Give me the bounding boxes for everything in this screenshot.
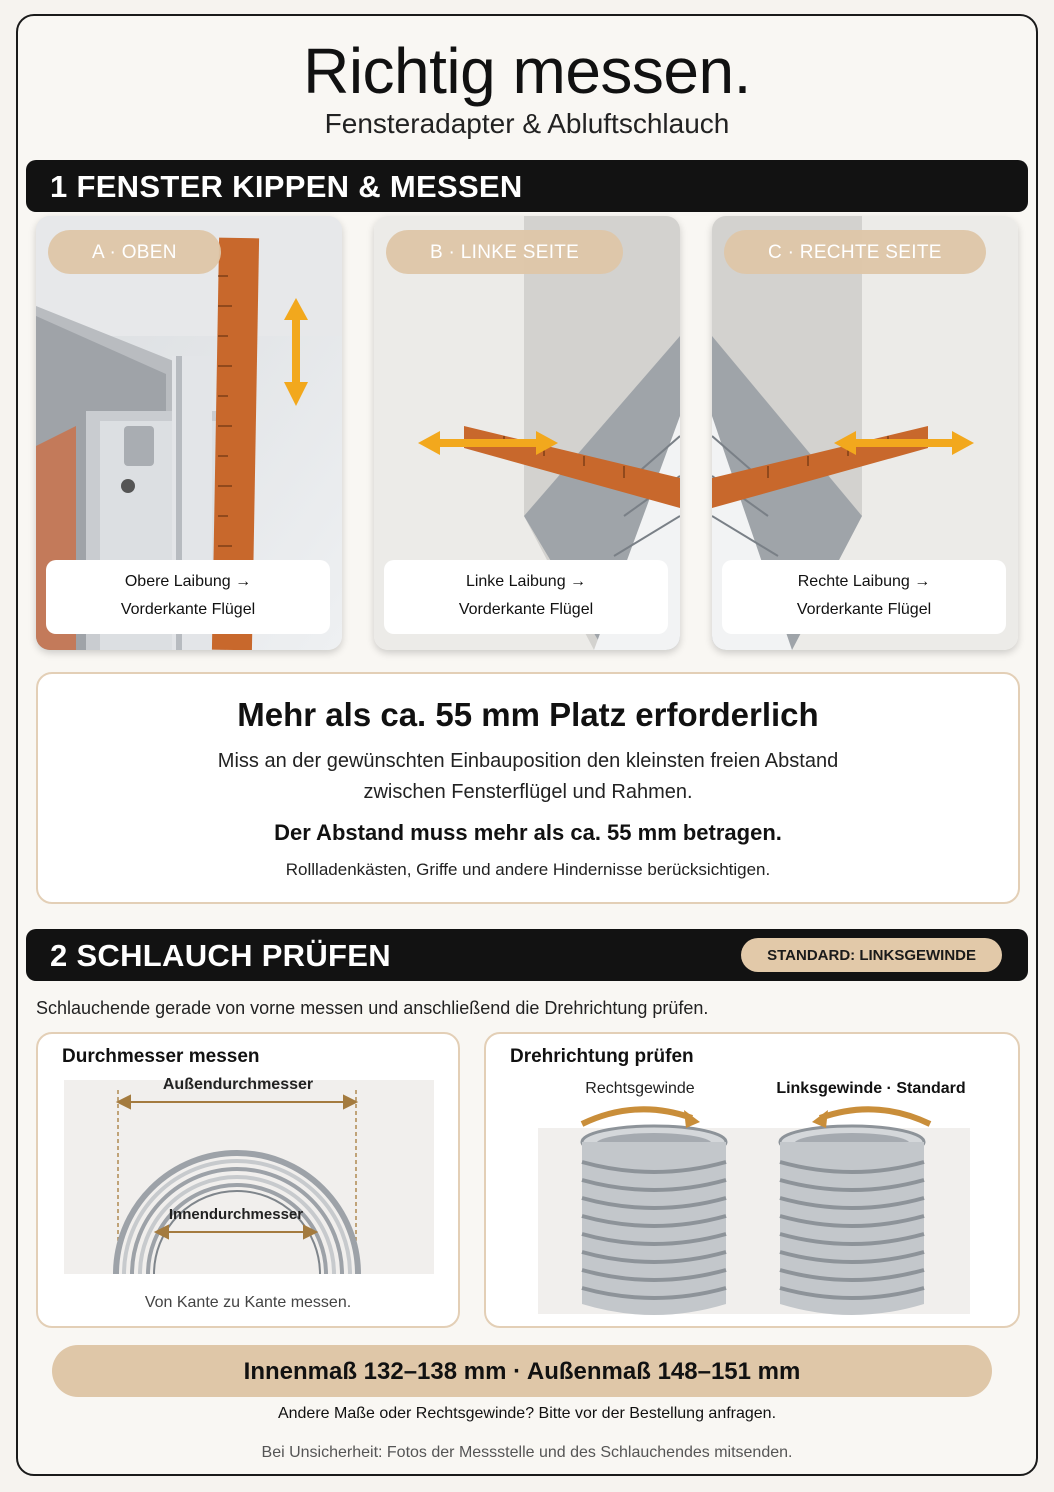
card-b-caption-line2: Vorderkante Flügel (458, 601, 594, 618)
photo-note: Bei Unsicherheit: Fotos der Messstelle und des Schlauchendes mitsenden. (261, 1444, 793, 1461)
inquiry-note: Andere Maße oder Rechtsgewinde? Bitte vor der Bestellung anfragen. (277, 1405, 777, 1422)
section1-header (26, 160, 1028, 212)
clearance-text-line1: Miss an der gewünschten Einbauposition den kleinsten freien Abstand (217, 750, 839, 772)
photo-card-top (36, 216, 342, 650)
card-b-tag: B · LINKE SEITE (386, 230, 623, 274)
clearance-heading: Mehr als ca. 55 mm Platz erforderlich (237, 696, 819, 733)
left-thread-hose (780, 1109, 930, 1315)
clearance-text-line2: zwischen Fensterflügel und Rahmen. (363, 781, 693, 803)
card-a-caption-line2: Vorderkante Flügel (120, 601, 256, 618)
card-c-caption (722, 560, 1006, 634)
section1-title: 1 FENSTER KIPPEN & MESSEN (50, 169, 523, 204)
clearance-requirement: Der Abstand muss mehr als ca. 55 mm betragen. (274, 820, 782, 845)
dimensions-summary: Innenmaß 132–138 mm · Außenmaß 148–151 mm (52, 1345, 992, 1397)
diameter-heading: Durchmesser messen (62, 1046, 260, 1067)
clearance-info-box (36, 672, 1020, 904)
card-b-caption (384, 560, 668, 634)
card-c-caption-line1: Rechte Laibung → (797, 573, 931, 590)
standard-thread-badge: STANDARD: LINKSGEWINDE (741, 938, 1002, 972)
card-c-tag: C · RECHTE SEITE (724, 230, 986, 274)
diameter-footer: Von Kante zu Kante messen. (144, 1294, 352, 1311)
left-thread-label: Linksgewinde · Standard (776, 1080, 966, 1097)
card-a-caption (46, 560, 330, 634)
inner-diameter-label: Innendurchmesser (168, 1206, 304, 1223)
right-thread-label: Rechtsgewinde (585, 1080, 695, 1097)
photo-card-right (712, 216, 1018, 650)
right-thread-hose (582, 1109, 726, 1315)
hose-thread-illustration (486, 1034, 1022, 1330)
photo-card-left (374, 216, 680, 650)
thread-direction-panel (484, 1032, 1020, 1328)
card-b-caption-line1: Linke Laibung → (465, 573, 587, 590)
card-a-tag: A · OBEN (48, 230, 221, 274)
page-subtitle: Fensteradapter & Abluftschlauch (324, 108, 730, 139)
thread-heading: Drehrichtung prüfen (510, 1046, 694, 1067)
section2-intro: Schlauchende gerade von vorne messen und anschließend die Drehrichtung prüfen. (36, 998, 709, 1018)
page-title: Richtig messen. (303, 35, 751, 107)
clearance-note: Rollladenkästen, Griffe und andere Hindernisse berücksichtigen. (285, 860, 771, 879)
outer-diameter-label: Außendurchmesser (162, 1076, 314, 1093)
card-c-caption-line2: Vorderkante Flügel (796, 601, 932, 618)
section2-title: 2 SCHLAUCH PRÜFEN (50, 938, 391, 973)
card-a-caption-line1: Obere Laibung → (124, 573, 252, 590)
section2-header (26, 929, 1028, 981)
diameter-panel (36, 1032, 460, 1328)
clearance-text (38, 746, 1018, 808)
